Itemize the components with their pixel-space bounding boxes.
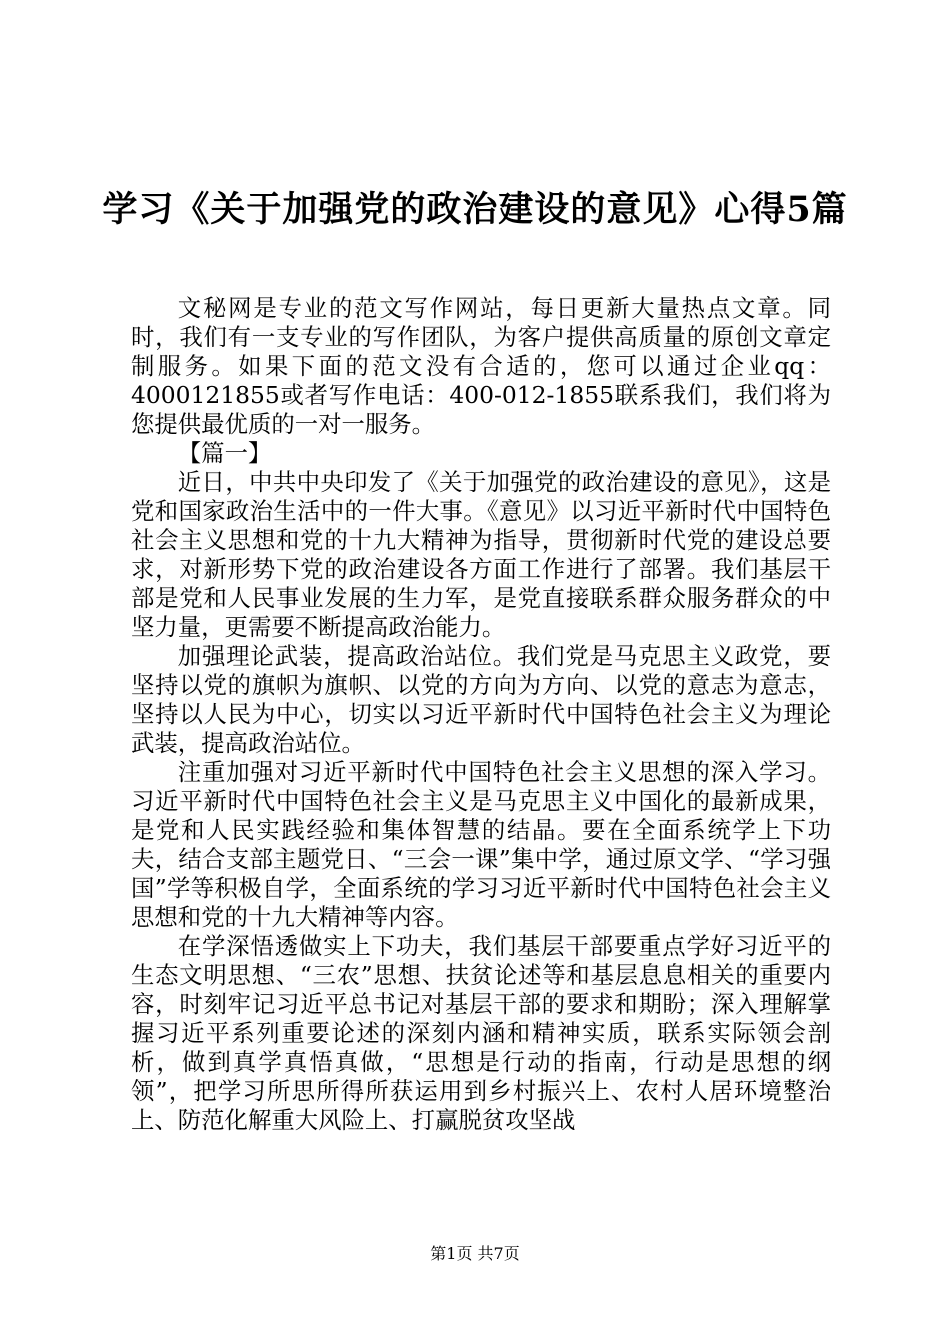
body-paragraph: 近日，中共中央印发了《关于加强党的政治建设的意见》，这是党和国家政治生活中的一件大事。《意见》以习近平新时代中国特色社会主义思想和党的十九大精神为指导，贯彻新时代党的建设总要求，对新形势下党的政治建设各方面工作进行了部署。我们基层干部是党和人民事业发展的生力军，是党直接联系群众服务群众的中坚力量，更需要不断提高政治能力。 xyxy=(131,468,831,641)
section-heading: 【篇一】 xyxy=(177,439,272,467)
body-paragraph: 在学深悟透做实上下功夫，我们基层干部要重点学好习近平的生态文明思想、“三农”思想、扶贫论述等和基层息息相关的重要内容，时刻牢记习近平总书记对基层干部的要求和期盼；深入理解掌握习近平系列重要论述的深刻内涵和精神实质，联系实际领会剖析，做到真学真悟真做，“思想是行动的指南，行动是思想的纲领”，把学习所思所得所获运用到乡村振兴上、农村人居环境整治上、防范化解重大风险上、打赢脱贫攻坚战 xyxy=(131,932,831,1134)
body-paragraph: 加强理论武装，提高政治站位。我们党是马克思主义政党，要坚持以党的旗帜为旗帜、以党的方向为方向、以党的意志为意志，坚持以人民为中心，切实以习近平新时代中国特色社会主义为理论武装，提高政治站位。 xyxy=(131,642,831,757)
body-paragraph: 注重加强对习近平新时代中国特色社会主义思想的深入学习。习近平新时代中国特色社会主义是马克思主义中国化的最新成果，是党和人民实践经验和集体智慧的结晶。要在全面系统学上下功夫，结合支部主题党日、“三会一课”集中学，通过原文学、“学习强国”学等积极自学，全面系统的学习习近平新时代中国特色社会主义思想和党的十九大精神等内容。 xyxy=(131,758,831,931)
document-body xyxy=(131,294,831,1135)
page-number-footer: 第1页 共7页 xyxy=(430,1244,520,1263)
intro-paragraph: 文秘网是专业的范文写作网站，每日更新大量热点文章。同时，我们有一支专业的写作团队，为客户提供高质量的原创文章定制服务。如果下面的范文没有合适的，您可以通过企业qq：4000121855或者写作电话：400-012-1855联系我们，我们将为您提供最优质的一对一服务。 xyxy=(131,294,831,438)
document-title: 学习《关于加强党的政治建设的意见》心得5篇 xyxy=(102,189,848,230)
